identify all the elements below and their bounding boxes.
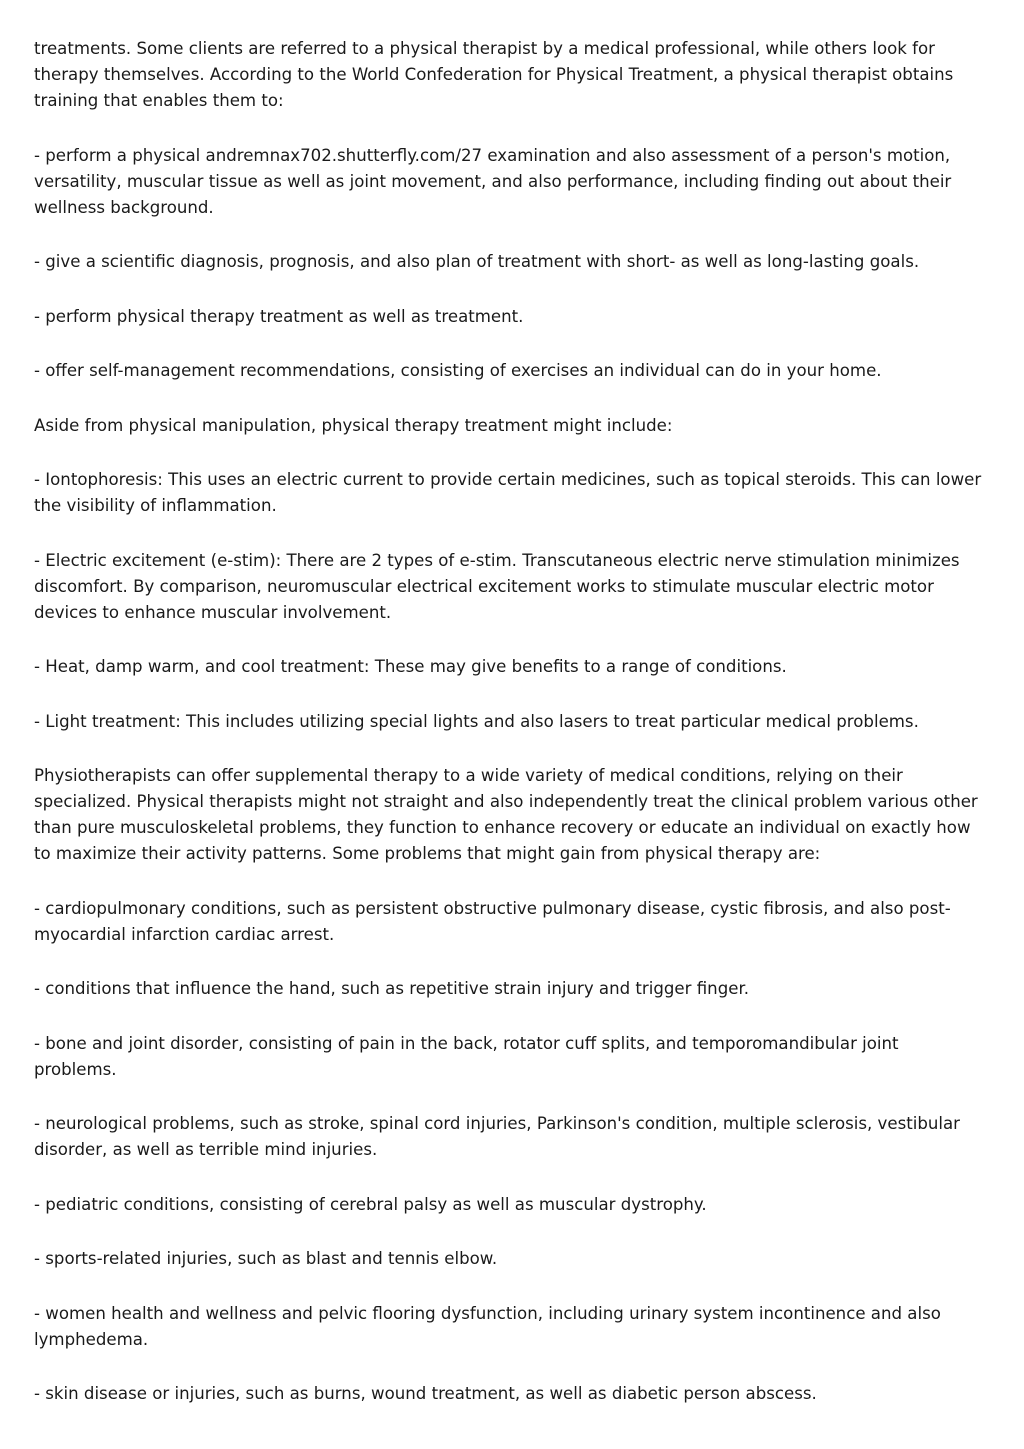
- list-item-skin-disease: - skin disease or injuries, such as burns, wound treatment, as well as diabetic person abscess.: [34, 1384, 817, 1403]
- list-item-bone-joint: - bone and joint disorder, consisting of pain in the back, rotator cuff splits, and temporomandibular joint problems.: [34, 1033, 899, 1079]
- list-item-womens-health: - women health and wellness and pelvic flooring dysfunction, including urinary system incontinence and also lymphedema.: [34, 1303, 941, 1349]
- list-item-iontophoresis: - Iontophoresis: This uses an electric current to provide certain medicines, such as topical steroids. This can lower the visibility of inflammation.: [34, 470, 982, 515]
- list-item-cardiopulmonary: - cardiopulmonary conditions, such as persistent obstructive pulmonary disease, cystic fibrosis, and also post-myocardial infarction cardiac arrest.: [34, 898, 951, 944]
- list-item-examination: - perform a physical andremnax702.shutterfly.com/27 examination and also assessment of a person's motion, versatility, muscular tissue as well as joint movement, and also performance, including finding out about their wellness background.: [34, 145, 952, 217]
- list-item-pediatric: - pediatric conditions, consisting of cerebral palsy as well as muscular dystrophy.: [34, 1194, 707, 1214]
- document-body: [34, 36, 982, 1407]
- list-item-treatment: - perform physical therapy treatment as well as treatment.: [34, 306, 524, 326]
- list-item-electric-stimulation: - Electric excitement (e-stim): There are 2 types of e-stim. Transcutaneous electric nerve stimulation minimizes discomfort. By comparison, neuromuscular electrical excitement works to stimulate muscular electric motor devices to enhance muscular involvement.: [34, 550, 960, 622]
- list-item-self-management: - offer self-management recommendations, consisting of exercises an individual can do in your home.: [34, 361, 882, 380]
- list-item-neurological: - neurological problems, such as stroke, spinal cord injuries, Parkinson's condition, multiple sclerosis, vestibular disorder, as well as terrible mind injuries.: [34, 1114, 960, 1159]
- list-item-diagnosis: - give a scientific diagnosis, prognosis, and also plan of treatment with short- as well as long-lasting goals.: [34, 252, 920, 271]
- list-item-hand-conditions: - conditions that influence the hand, such as repetitive strain injury and trigger finger.: [34, 979, 750, 998]
- paragraph-intro: treatments. Some clients are referred to a physical therapist by a medical professional, while others look for therapy themselves. According to the World Confederation for Physical Treatment, a physical therapist obtains training that enables them to:: [34, 39, 954, 110]
- paragraph-supplemental-therapy: Physiotherapists can offer supplemental therapy to a wide variety of medical conditions, relying on their specialized. Physical therapists might not straight and also independently treat the clinical problem various other than pure musculoskeletal problems, they function to enhance recovery or educate an individual on exactly how to maximize their activity patterns. Some problems that might gain from physical therapy are:: [34, 766, 978, 863]
- paragraph-treatment-options: Aside from physical manipulation, physical therapy treatment might include:: [34, 415, 673, 435]
- list-item-sports-injuries: - sports-related injuries, such as blast and tennis elbow.: [34, 1249, 498, 1268]
- list-item-heat-cool: - Heat, damp warm, and cool treatment: These may give benefits to a range of conditions.: [34, 657, 787, 676]
- list-item-light-treatment: - Light treatment: This includes utilizing special lights and also lasers to treat particular medical problems.: [34, 711, 919, 731]
